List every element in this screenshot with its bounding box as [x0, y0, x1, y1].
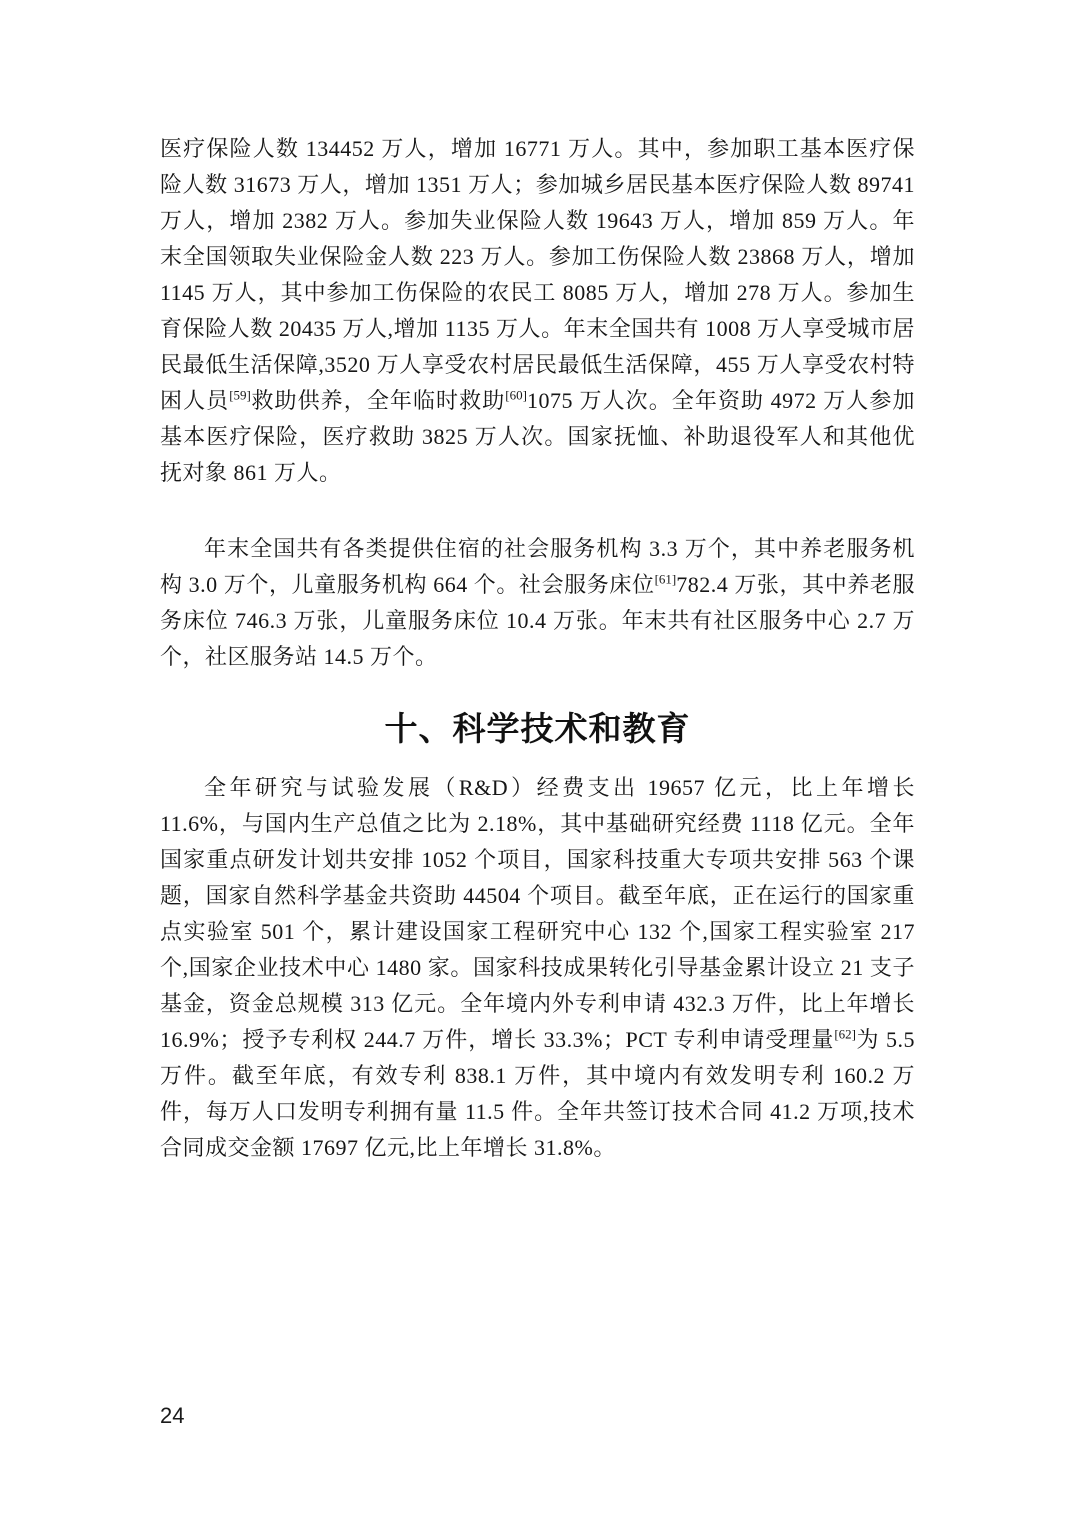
paragraph-science-technology — [160, 770, 915, 1166]
page-number: 24 — [160, 1403, 185, 1428]
body-text: 全年研究与试验发展（R&D）经费支出 19657 亿元，比上年增长 11.6%，与国内生产总值之比为 2.18%，其中基础研究经费 1118 亿元。全年国家重点研发计划共安排 1052 个项目，国家科技重大专项共安排 563 个课题，国家自然科学基金共资助 44504 个项目。截至年底，正在运行的国家重点实验室 501 个，累计建设国家工程研究中心 132 个,国家工程实验室 217 个,国家企业技术中心 1480 家。国家科技成果转化引导基金累计设立 21 支子基金，资金总规模 313 亿元。全年境内外专利申请 432.3 万件，比上年增长 16.9%；授予专利权 244.7 万件，增长 33.3%；PCT 专利申请受理量 — [160, 775, 915, 1052]
body-text: 为 5.5 万件。截至年底，有效专利 838.1 万件，其中境内有效发明专利 160.2 万件，每万人口发明专利拥有量 11.5 件。全年共签订技术合同 41.2 万项,技术合同成交金额 17697 亿元,比上年增长 31.8%。 — [160, 1027, 915, 1160]
paragraph-social-services — [160, 531, 915, 675]
footnote-reference: [62] — [834, 1026, 857, 1042]
footnote-reference: [59] — [229, 387, 251, 403]
footnote-reference: [60] — [505, 387, 527, 403]
body-text: 782.4 万张，其中养老服务床位 746.3 万张，儿童服务床位 10.4 万张。年末共有社区服务中心 2.7 万个，社区服务站 14.5 万个。 — [160, 572, 915, 669]
body-text: 救助供养，全年临时救助 — [250, 388, 506, 413]
body-text: 医疗保险人数 134452 万人，增加 16771 万人。其中，参加职工基本医疗保险人数 31673 万人，增加 1351 万人；参加城乡居民基本医疗保险人数 89741 万人，增加 2382 万人。参加失业保险人数 19643 万人，增加 859 万人。年末全国领取失业保险金人数 223 万人。参加工伤保险人数 23868 万人，增加 1145 万人，其中参加工伤保险的农民工 8085 万人，增加 278 万人。参加生育保险人数 20435 万人,增加 1135 万人。年末全国共有 1008 万人享受城市居民最低生活保障,3520 万人享受农村居民最低生活保障，455 万人享受农村特困人员 — [160, 136, 915, 413]
body-text: 1075 万人次。全年资助 4972 万人参加基本医疗保险，医疗救助 3825 万人次。国家抚恤、补助退役军人和其他优抚对象 861 万人。 — [160, 388, 915, 485]
page-content — [160, 131, 915, 1166]
footnote-reference: [61] — [654, 571, 677, 587]
body-text: 年末全国共有各类提供住宿的社会服务机构 3.3 万个，其中养老服务机构 3.0 万个，儿童服务机构 664 个。社会服务床位 — [160, 536, 915, 597]
paragraph-social-security-continued — [160, 131, 915, 491]
section-heading-science-technology-education: 十、科学技术和教育 — [384, 710, 691, 747]
